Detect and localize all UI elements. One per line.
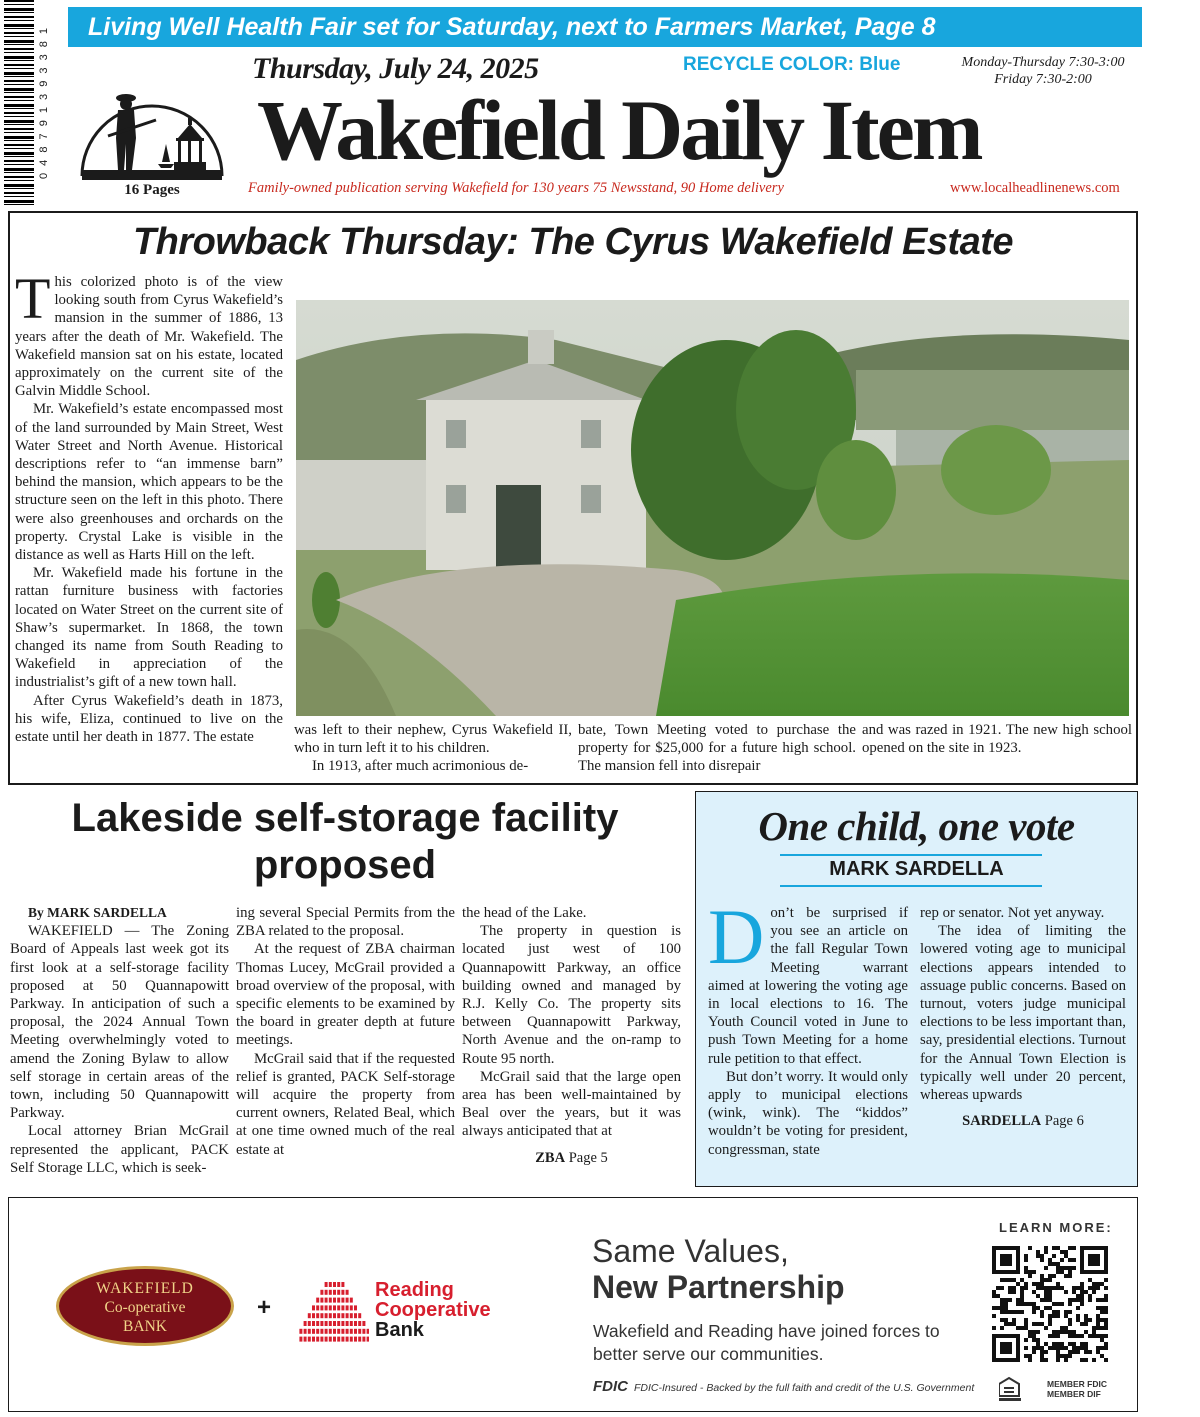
fdic-notice bbox=[593, 1378, 974, 1395]
storage-headline[interactable]: Lakeside self-storage facility proposed bbox=[71, 796, 619, 887]
barcode-digits: 0 4 8 7 9 1 3 9 3 3 8 1 bbox=[38, 25, 50, 180]
throwback-paragraph bbox=[15, 266, 283, 400]
rcb-line: Bank bbox=[375, 1319, 424, 1341]
throwback-article bbox=[8, 211, 1138, 785]
throwback-paragraph: was left to their nephew, Cyrus Wakefield II, who in turn left it to his children. bbox=[294, 722, 572, 757]
plus-sign: + bbox=[257, 1294, 272, 1321]
column-jump-link[interactable] bbox=[920, 1112, 1126, 1130]
equal-housing-lender-icon bbox=[999, 1376, 1045, 1402]
column-text-2 bbox=[920, 904, 1126, 1130]
ad-headline-1: Same Values, bbox=[592, 1233, 789, 1269]
throwback-column-4 bbox=[862, 721, 1132, 757]
wakefield-bank-logo bbox=[56, 1266, 234, 1346]
hours-line-2: Friday 7:30-2:00 bbox=[994, 72, 1092, 87]
column-author: MARK SARDELLA bbox=[829, 858, 1004, 880]
page-count: 16 Pages bbox=[124, 182, 180, 198]
column-paragraph: But don’t worry. It would only apply to municipal elections (wink, wink). The “kiddos” wouldn’t be voting for president, congressman, state bbox=[708, 1068, 908, 1158]
dropcap: D bbox=[708, 893, 765, 980]
throwback-text: his colorized photo is of the view looking south from Cyrus Wakefield’s mansion in the summer of 1886, 13 years after the death of Mr. Wakefield. The Wakefield mansion sat on his estate, located approximately on the current site of the Galvin Middle School. bbox=[15, 274, 283, 400]
rcb-line: Cooperative bbox=[375, 1299, 491, 1321]
barcode bbox=[4, 0, 56, 205]
ad-headline-2: New Partnership bbox=[592, 1269, 845, 1305]
rcb-line: Reading bbox=[375, 1279, 454, 1301]
member-line: MEMBER FDIC bbox=[1047, 1379, 1107, 1389]
byline: By MARK SARDELLA bbox=[28, 905, 167, 920]
wcb-line: WAKEFIELD bbox=[96, 1280, 194, 1297]
storage-paragraph: The property in question is located just west of 100 Quannapowitt Parkway, an office building owned and managed by R.J. Kelly Co. The property sits between Quannapowitt Parkway, North Avenue and the on-ramp to Route 95 north. bbox=[462, 923, 681, 1067]
hours-line-1: Monday-Thursday 7:30-3:00 bbox=[961, 55, 1125, 70]
reading-bank-logo bbox=[375, 1280, 491, 1340]
member-fdic-dif bbox=[1047, 1379, 1107, 1399]
throwback-column-2 bbox=[294, 721, 572, 776]
qr-code-icon[interactable] bbox=[992, 1246, 1108, 1362]
column-text-1 bbox=[708, 893, 908, 1159]
column-paragraph bbox=[708, 893, 908, 1068]
tagline: Family-owned publication serving Wakefield for 130 years 75 Newsstand, 90 Home delivery bbox=[248, 180, 784, 196]
storage-paragraph: McGrail said that the large open area has been well-maintained by Beal over the years, but it was always anticipated that at bbox=[462, 1068, 681, 1140]
storage-column-1 bbox=[10, 904, 229, 1177]
dropcap: T bbox=[15, 266, 51, 331]
jump-page: Page 5 bbox=[568, 1149, 608, 1166]
wcb-line: Co-operative bbox=[104, 1299, 186, 1316]
storage-paragraph: At the request of ZBA chairman Thomas Lucey, McGrail provided a broad overview of the proposal, with specific elements to be examined by the board in greater depth at future meetings. bbox=[236, 941, 455, 1049]
column-title[interactable]: One child, one vote bbox=[758, 803, 1075, 849]
storage-column-2 bbox=[236, 904, 455, 1159]
opinion-column bbox=[695, 791, 1138, 1187]
storage-paragraph: ing several Special Permits from the ZBA related to the proposal. bbox=[236, 905, 455, 940]
jump-label: SARDELLA bbox=[962, 1113, 1042, 1130]
website-link[interactable]: www.localheadlinenews.com bbox=[950, 180, 1120, 196]
fdic-text: FDIC-Insured - Backed by the full faith and credit of the U.S. Government bbox=[634, 1382, 975, 1394]
throwback-paragraph: In 1913, after much acrimonious de- bbox=[312, 758, 529, 775]
divider bbox=[780, 854, 1042, 856]
throwback-paragraph: Mr. Wakefield’s estate encompassed most of the land surrounded by Main Street, West Water Street and North Avenue. Historical descriptions refer to “an immense barn” behind the mansion, which appears to be the structure seen on the left in this photo. There were also greenhouses and orchards on the property. Crystal Lake is visible in the distance as well as Harts Hill on the left. bbox=[15, 401, 283, 564]
throwback-headline[interactable]: Throwback Thursday: The Cyrus Wakefield Estate bbox=[132, 221, 1014, 263]
column-paragraph: The idea of limiting the lowered voting age to municipal elections appears intended to assuage public concerns. Based on turnout, voters judge municipal elections to be less important than, say, presidential elections. Turnout for the Annual Town Election is typically well under 20 percent, whereas upwards bbox=[920, 923, 1126, 1104]
storage-paragraph: Local attorney Brian McGrail represented the applicant, PACK Self Storage LLC, which is seek- bbox=[10, 1123, 229, 1176]
throwback-paragraph: and was razed in 1921. The new high school opened on the site in 1923. bbox=[862, 722, 1132, 757]
fdic-logo: FDIC bbox=[593, 1378, 628, 1395]
minuteman-logo-icon bbox=[78, 58, 226, 188]
bank-advertisement[interactable] bbox=[8, 1197, 1138, 1412]
storage-paragraph: McGrail said that if the requested relief is granted, PACK Self-storage will acquire the property from current owners, Related Beal, which at one time owned much of the real estate at bbox=[236, 1050, 455, 1158]
estate-photo bbox=[296, 300, 1129, 716]
throwback-column-1 bbox=[15, 266, 283, 746]
learn-more-label: LEARN MORE: bbox=[999, 1220, 1113, 1235]
storage-paragraph: the head of the Lake. bbox=[462, 905, 587, 921]
barcode-bars bbox=[4, 0, 34, 205]
top-banner[interactable]: Living Well Health Fair set for Saturday, next to Farmers Market, Page 8 bbox=[68, 7, 1142, 47]
newspaper-title: Wakefield Daily Item bbox=[257, 82, 981, 178]
storage-jump-link[interactable] bbox=[462, 1149, 681, 1167]
column-paragraph: rep or senator. Not yet anyway. bbox=[920, 905, 1105, 921]
throwback-paragraph: bate, Town Meeting voted to purchase the property for $25,000 for a future high school. The mansion fell into disrepair bbox=[578, 722, 856, 775]
jump-label: ZBA bbox=[535, 1149, 566, 1166]
throwback-column-3 bbox=[578, 721, 856, 776]
storage-paragraph: WAKEFIELD — The Zoning Board of Appeals last week got its first look at a self-storage facility proposed at 50 Quannapowitt Parkway. In anticipation of such a proposal, the 2024 Annual Town Meeting overwhelmingly voted to amend the Zoning Bylaw to allow self storage in certain areas of the town, including 50 Quannapowitt Parkway. bbox=[10, 923, 229, 1122]
storage-column-3 bbox=[462, 904, 681, 1167]
wcb-line: BANK bbox=[123, 1318, 167, 1335]
jump-page: Page 6 bbox=[1044, 1113, 1084, 1130]
reading-bank-dots-icon bbox=[297, 1276, 369, 1344]
ad-body: Wakefield and Reading have joined forces to better serve our communities. bbox=[593, 1321, 940, 1364]
issue-date: Thursday, July 24, 2025 bbox=[252, 52, 539, 85]
column-text: on’t be surprised if you see an article on the fall Regular Town Meeting warrant aimed at lowering the voting age in local elections to 16. The Youth Council voted in June to push Town Meeting for a home rule petition to that effect. bbox=[708, 905, 908, 1067]
divider bbox=[780, 885, 1042, 887]
throwback-paragraph: After Cyrus Wakefield’s death in 1873, his wife, Eliza, continued to live on the estate until her death in 1877. The estate bbox=[15, 692, 283, 746]
recycle-color: RECYCLE COLOR: Blue bbox=[683, 54, 901, 75]
throwback-paragraph: Mr. Wakefield made his fortune in the rattan furniture business with factories located on Water Street on the current site of Shaw’s supermarket. In 1868, the town changed its name from South Reading to Wakefield in appreciation of the industrialist’s gift of a new town hall. bbox=[15, 565, 283, 691]
member-line: MEMBER DIF bbox=[1047, 1389, 1101, 1399]
